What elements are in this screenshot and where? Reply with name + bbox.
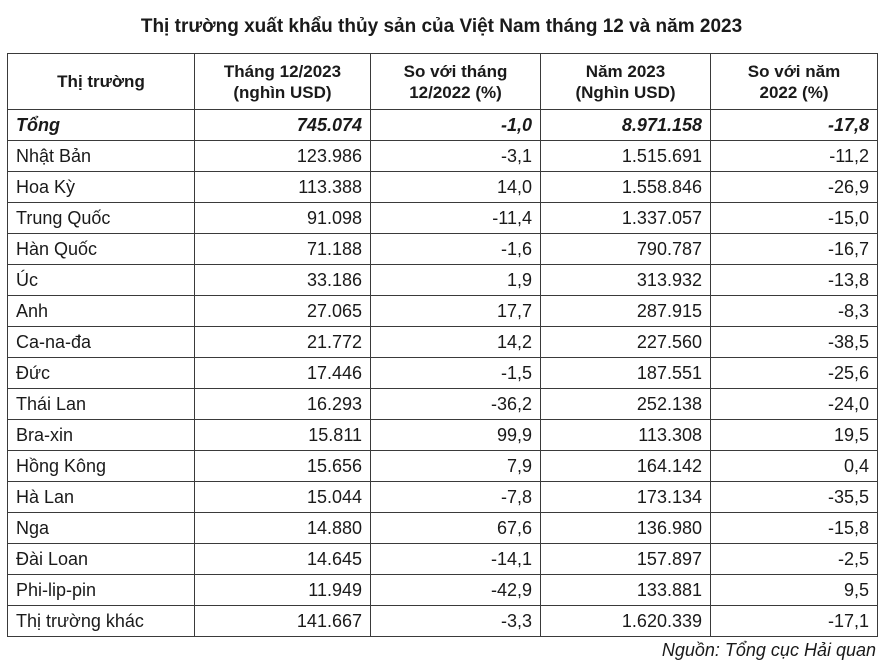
cell-market: Anh [8,296,195,327]
cell-year-2023: 1.515.691 [541,141,711,172]
cell-dec-2023: 15.811 [195,420,371,451]
cell-market: Ca-na-đa [8,327,195,358]
cell-vs-year-2022: -38,5 [711,327,878,358]
cell-year-2023: 313.932 [541,265,711,296]
cell-vs-year-2022: -2,5 [711,544,878,575]
cell-vs-dec-2022: 7,9 [371,451,541,482]
cell-vs-dec-2022: -36,2 [371,389,541,420]
cell-market: Hàn Quốc [8,234,195,265]
cell-vs-year-2022: -15,8 [711,513,878,544]
header-row [8,54,878,110]
cell-year-2023: 187.551 [541,358,711,389]
table-row [8,234,878,265]
cell-year-2023: 133.881 [541,575,711,606]
cell-year-2023: 252.138 [541,389,711,420]
cell-year-2023: 8.971.158 [541,110,711,141]
cell-vs-dec-2022: 14,0 [371,172,541,203]
cell-vs-dec-2022: -3,1 [371,141,541,172]
cell-vs-dec-2022: -1,6 [371,234,541,265]
cell-dec-2023: 16.293 [195,389,371,420]
cell-market: Bra-xin [8,420,195,451]
cell-dec-2023: 71.188 [195,234,371,265]
cell-dec-2023: 33.186 [195,265,371,296]
export-market-table [7,53,878,637]
table-row [8,513,878,544]
cell-vs-year-2022: -11,2 [711,141,878,172]
cell-dec-2023: 113.388 [195,172,371,203]
cell-market: Đài Loan [8,544,195,575]
table-row [8,575,878,606]
cell-vs-dec-2022: 14,2 [371,327,541,358]
cell-dec-2023: 15.044 [195,482,371,513]
cell-vs-year-2022: -35,5 [711,482,878,513]
cell-dec-2023: 91.098 [195,203,371,234]
cell-year-2023: 287.915 [541,296,711,327]
table-row [8,296,878,327]
source-note: Nguồn: Tổng cục Hải quan [661,640,876,660]
table-row [8,327,878,358]
table-row [8,420,878,451]
cell-vs-year-2022: 19,5 [711,420,878,451]
cell-market: Trung Quốc [8,203,195,234]
cell-vs-year-2022: 0,4 [711,451,878,482]
cell-market: Thái Lan [8,389,195,420]
table-row [8,265,878,296]
cell-dec-2023: 123.986 [195,141,371,172]
cell-vs-dec-2022: -42,9 [371,575,541,606]
cell-year-2023: 164.142 [541,451,711,482]
cell-vs-dec-2022: -1,0 [371,110,541,141]
cell-year-2023: 136.980 [541,513,711,544]
cell-market: Nga [8,513,195,544]
cell-dec-2023: 141.667 [195,606,371,637]
cell-vs-year-2022: -17,8 [711,110,878,141]
table-row [8,358,878,389]
cell-dec-2023: 745.074 [195,110,371,141]
cell-year-2023: 790.787 [541,234,711,265]
cell-vs-dec-2022: -3,3 [371,606,541,637]
cell-vs-year-2022: -24,0 [711,389,878,420]
total-row [8,110,878,141]
cell-dec-2023: 21.772 [195,327,371,358]
cell-market: Hồng Kông [8,451,195,482]
table-row [8,203,878,234]
cell-vs-year-2022: -25,6 [711,358,878,389]
cell-vs-year-2022: -13,8 [711,265,878,296]
cell-market: Tổng [8,110,195,141]
cell-vs-dec-2022: 17,7 [371,296,541,327]
table-row [8,451,878,482]
cell-market: Úc [8,265,195,296]
table-row [8,606,878,637]
cell-year-2023: 173.134 [541,482,711,513]
cell-market: Hà Lan [8,482,195,513]
cell-year-2023: 157.897 [541,544,711,575]
cell-year-2023: 227.560 [541,327,711,358]
header-market: Thị trường [8,54,195,110]
cell-dec-2023: 14.645 [195,544,371,575]
cell-vs-year-2022: -17,1 [711,606,878,637]
cell-vs-dec-2022: 99,9 [371,420,541,451]
cell-vs-year-2022: -16,7 [711,234,878,265]
cell-vs-dec-2022: 1,9 [371,265,541,296]
header-vs-year-2022: So với năm 2022 (%) [711,54,878,110]
cell-year-2023: 113.308 [541,420,711,451]
cell-vs-year-2022: -15,0 [711,203,878,234]
cell-dec-2023: 11.949 [195,575,371,606]
cell-market: Đức [8,358,195,389]
cell-dec-2023: 14.880 [195,513,371,544]
table-row [8,482,878,513]
cell-dec-2023: 27.065 [195,296,371,327]
cell-vs-year-2022: -26,9 [711,172,878,203]
cell-vs-year-2022: 9,5 [711,575,878,606]
cell-market: Thị trường khác [8,606,195,637]
table-row [8,389,878,420]
cell-market: Nhật Bản [8,141,195,172]
cell-vs-dec-2022: -1,5 [371,358,541,389]
cell-vs-year-2022: -8,3 [711,296,878,327]
cell-vs-dec-2022: 67,6 [371,513,541,544]
header-vs-dec-2022: So với tháng 12/2022 (%) [371,54,541,110]
header-dec-2023: Tháng 12/2023 (nghìn USD) [195,54,371,110]
cell-year-2023: 1.337.057 [541,203,711,234]
table-title: Thị trường xuất khẩu thủy sản của Việt Nam tháng 12 và năm 2023 [140,16,743,37]
cell-dec-2023: 17.446 [195,358,371,389]
cell-year-2023: 1.620.339 [541,606,711,637]
cell-year-2023: 1.558.846 [541,172,711,203]
cell-market: Hoa Kỳ [8,172,195,203]
cell-dec-2023: 15.656 [195,451,371,482]
table-row [8,172,878,203]
table-row [8,141,878,172]
cell-market: Phi-lip-pin [8,575,195,606]
header-year-2023: Năm 2023 (Nghìn USD) [541,54,711,110]
cell-vs-dec-2022: -14,1 [371,544,541,575]
cell-vs-dec-2022: -7,8 [371,482,541,513]
cell-vs-dec-2022: -11,4 [371,203,541,234]
table-row [8,544,878,575]
